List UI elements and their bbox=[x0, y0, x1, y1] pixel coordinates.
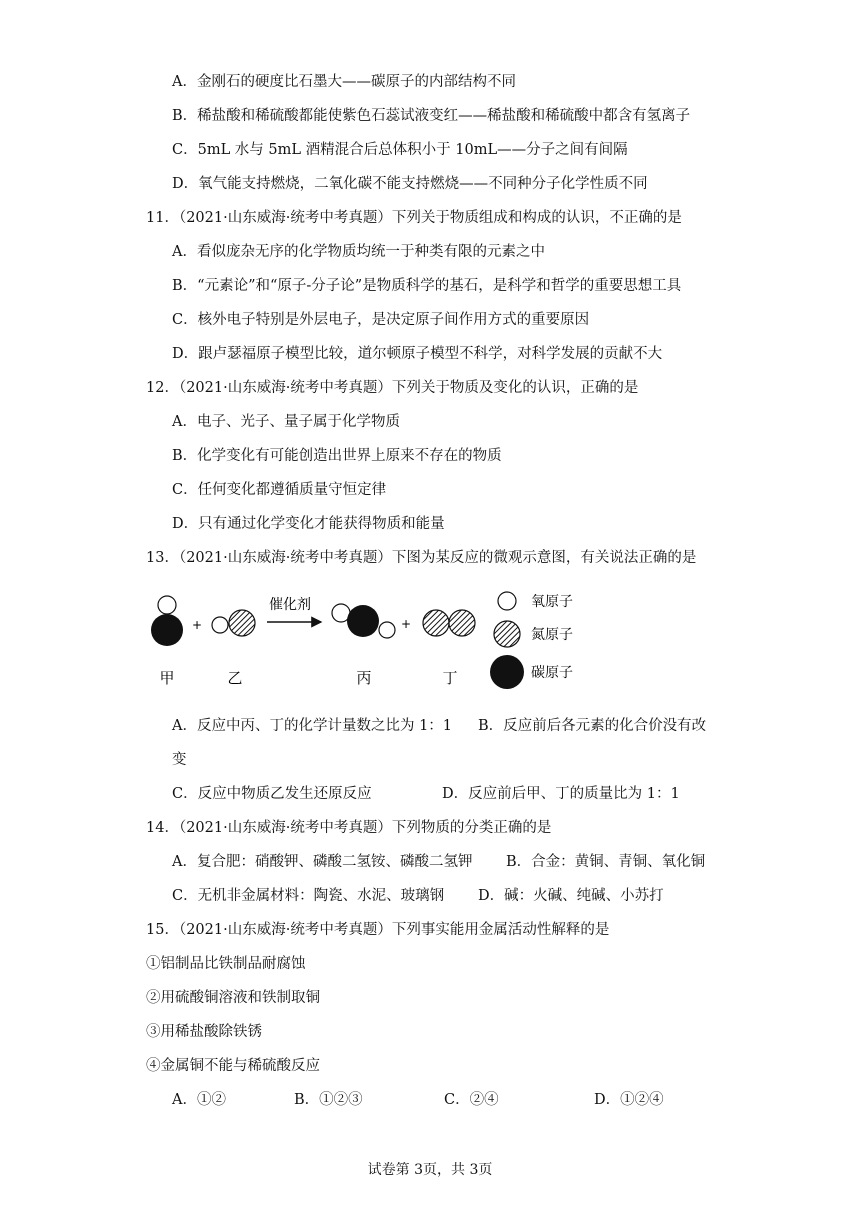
molecule-ding bbox=[423, 610, 475, 636]
q15-fact-4: ④金属铜不能与稀硫酸反应 bbox=[146, 1058, 320, 1074]
q11-option-d: D．跟卢瑟福原子模型比较，道尔顿原子模型不科学，对科学发展的贡献不大 bbox=[172, 346, 663, 362]
nitrogen-atom bbox=[423, 610, 449, 636]
carbon-atom bbox=[151, 614, 183, 646]
q10-option-b: B．稀盐酸和稀硫酸都能使紫色石蕊试液变红——稀盐酸和稀硫酸中都含有氢离子 bbox=[172, 108, 691, 124]
q12-stem: 12．（2021·山东威海·统考中考真题）下列关于物质及变化的认识，正确的是 bbox=[146, 380, 639, 396]
q15-option-b: B．①②③ bbox=[294, 1092, 363, 1108]
q14-option-b: B．合金：黄铜、青铜、氧化铜 bbox=[506, 854, 706, 870]
q10-option-d: D．氧气能支持燃烧，二氧化碳不能支持燃烧——不同种分子化学性质不同 bbox=[172, 176, 648, 192]
q11-option-c: C．核外电子特别是外层电子，是决定原子间作用方式的重要原因 bbox=[172, 312, 590, 328]
q13-option-a: A．反应中丙、丁的化学计量数之比为 1：1 bbox=[172, 718, 453, 734]
q12-option-a: A．电子、光子、量子属于化学物质 bbox=[172, 414, 400, 430]
carbon-atom bbox=[347, 605, 379, 637]
plus-sign: + bbox=[400, 617, 412, 631]
label-yi: 乙 bbox=[227, 669, 243, 687]
q10-option-a: A．金刚石的硬度比石墨大——碳原子的内部结构不同 bbox=[172, 74, 516, 90]
label-ding: 丁 bbox=[442, 669, 458, 687]
catalyst-label: 催化剂 bbox=[269, 597, 311, 613]
q13-stem: 13．（2021·山东威海·统考中考真题）下图为某反应的微观示意图，有关说法正确的是 bbox=[146, 550, 697, 566]
legend-carbon-icon bbox=[490, 655, 524, 689]
reaction-diagram bbox=[140, 580, 600, 698]
q10-option-c: C．5mL 水与 5mL 酒精混合后总体积小于 10mL——分子之间有间隔 bbox=[172, 142, 628, 158]
molecule-bing bbox=[332, 604, 395, 638]
q15-option-c: C．②④ bbox=[444, 1092, 499, 1108]
legend-oxygen-icon bbox=[498, 592, 516, 610]
oxygen-atom bbox=[212, 617, 228, 633]
label-jia: 甲 bbox=[159, 669, 175, 687]
q14-option-c: C．无机非金属材料：陶瓷、水泥、玻璃钢 bbox=[172, 888, 445, 904]
q15-fact-2: ②用硫酸铜溶液和铁制取铜 bbox=[146, 990, 320, 1006]
legend-carbon-label: 碳原子 bbox=[531, 665, 573, 681]
q12-option-d: D．只有通过化学变化才能获得物质和能量 bbox=[172, 516, 445, 532]
molecule-jia bbox=[151, 596, 183, 646]
q12-option-c: C．任何变化都遵循质量守恒定律 bbox=[172, 482, 387, 498]
q15-option-d: D．①②④ bbox=[594, 1092, 664, 1108]
nitrogen-atom bbox=[229, 610, 255, 636]
q14-option-d: D．碱：火碱、纯碱、小苏打 bbox=[478, 888, 664, 904]
q15-stem: 15．（2021·山东威海·统考中考真题）下列事实能用金属活动性解释的是 bbox=[146, 922, 610, 938]
q13-option-b: B．反应前后各元素的化合价没有改 bbox=[478, 718, 707, 734]
q13-option-c: C．反应中物质乙发生还原反应 bbox=[172, 786, 372, 802]
plus-sign: + bbox=[191, 618, 203, 632]
oxygen-atom bbox=[158, 596, 176, 614]
q14-option-a: A．复合肥：硝酸钾、磷酸二氢铵、磷酸二氢钾 bbox=[172, 854, 473, 870]
q13-option-b-cont: 变 bbox=[172, 752, 187, 768]
q14-stem: 14．（2021·山东威海·统考中考真题）下列物质的分类正确的是 bbox=[146, 820, 552, 836]
legend-nitrogen-label: 氮原子 bbox=[531, 627, 573, 643]
molecule-yi bbox=[212, 610, 255, 636]
q11-option-a: A．看似庞杂无序的化学物质均统一于种类有限的元素之中 bbox=[172, 244, 545, 260]
oxygen-atom bbox=[379, 622, 395, 638]
legend-nitrogen-icon bbox=[494, 621, 520, 647]
q11-option-b: B．“元素论”和“原子-分子论”是物质科学的基石，是科学和哲学的重要思想工具 bbox=[172, 278, 682, 294]
q15-option-a: A．①② bbox=[172, 1092, 226, 1108]
q15-fact-3: ③用稀盐酸除铁锈 bbox=[146, 1024, 262, 1040]
q13-option-d: D．反应前后甲、丁的质量比为 1：1 bbox=[442, 786, 680, 802]
q15-fact-1: ①铝制品比铁制品耐腐蚀 bbox=[146, 956, 306, 972]
page-footer: 试卷第 3页，共 3页 bbox=[367, 1162, 493, 1178]
legend bbox=[490, 592, 573, 689]
q12-option-b: B．化学变化有可能创造出世界上原来不存在的物质 bbox=[172, 448, 502, 464]
legend-oxygen-label: 氧原子 bbox=[531, 594, 573, 610]
q11-stem: 11．（2021·山东威海·统考中考真题）下列关于物质组成和构成的认识，不正确的是 bbox=[146, 210, 682, 226]
nitrogen-atom bbox=[449, 610, 475, 636]
label-bing: 丙 bbox=[356, 669, 372, 687]
